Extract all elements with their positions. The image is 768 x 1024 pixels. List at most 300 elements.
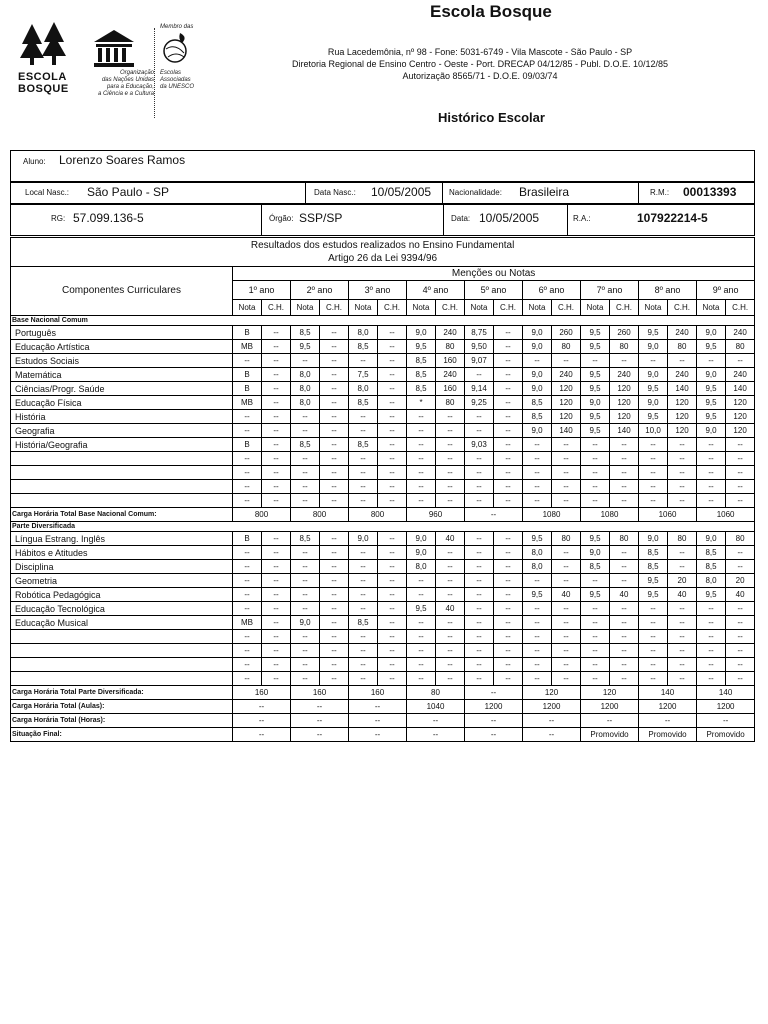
grade-cell: -- <box>726 658 755 672</box>
grade-cell: B <box>233 368 262 382</box>
grade-cell: -- <box>552 452 581 466</box>
subject-name: História/Geografia <box>11 438 233 452</box>
grade-cell: -- <box>233 658 262 672</box>
grade-cell: 40 <box>552 588 581 602</box>
grade-cell: -- <box>378 630 407 644</box>
grade-cell: -- <box>494 326 523 340</box>
grade-cell: -- <box>262 494 291 508</box>
grade-cell: -- <box>552 560 581 574</box>
grade-cell: -- <box>639 616 668 630</box>
grade-cell: -- <box>320 658 349 672</box>
grade-cell: 20 <box>668 574 697 588</box>
table-row <box>11 644 755 658</box>
grade-cell: 8,5 <box>349 438 378 452</box>
grade-cell: 9,0 <box>697 368 726 382</box>
grade-cell: -- <box>668 354 697 368</box>
grade-cell: -- <box>233 630 262 644</box>
grade-cell: -- <box>610 644 639 658</box>
grade-cell: -- <box>233 494 262 508</box>
grade-cell: 9,0 <box>639 532 668 546</box>
grade-cell: 120 <box>610 382 639 396</box>
grade-cell: -- <box>639 658 668 672</box>
grade-cell: -- <box>639 672 668 686</box>
div-total-row <box>11 686 755 700</box>
grade-cell: -- <box>349 588 378 602</box>
grade-cell: -- <box>697 658 726 672</box>
grade-cell: -- <box>320 574 349 588</box>
grade-cell: 140 <box>668 382 697 396</box>
grade-cell: 120 <box>668 396 697 410</box>
grades-table <box>10 237 755 742</box>
grade-cell: -- <box>523 574 552 588</box>
grade-cell: -- <box>668 452 697 466</box>
grade-cell: -- <box>378 560 407 574</box>
temple-icon <box>94 30 134 68</box>
subject-name: Disciplina <box>11 560 233 574</box>
horas-total-cell: -- <box>523 714 581 728</box>
grade-cell: 9,0 <box>639 340 668 354</box>
grade-cell: 9,5 <box>291 340 320 354</box>
grade-cell: -- <box>378 438 407 452</box>
grade-cell: -- <box>349 560 378 574</box>
grade-cell: -- <box>320 466 349 480</box>
year-header: 9º ano <box>697 281 755 300</box>
grade-cell: -- <box>349 424 378 438</box>
grade-cell: -- <box>668 438 697 452</box>
grade-cell: 9,14 <box>465 382 494 396</box>
grade-cell: -- <box>407 424 436 438</box>
grade-cell: -- <box>291 630 320 644</box>
grade-cell: -- <box>552 602 581 616</box>
grade-cell: 9,5 <box>581 340 610 354</box>
base-total-label: Carga Horária Total Base Nacional Comum: <box>11 508 233 522</box>
grade-cell: 240 <box>436 326 465 340</box>
grade-cell: -- <box>320 494 349 508</box>
grade-cell: -- <box>378 340 407 354</box>
grade-cell: -- <box>320 480 349 494</box>
grade-cell: -- <box>610 466 639 480</box>
grade-cell: -- <box>233 466 262 480</box>
ch-header: C.H. <box>378 300 407 316</box>
student-name-box <box>10 150 755 182</box>
table-title <box>11 238 755 267</box>
div-total-cell: 140 <box>639 686 697 700</box>
grade-cell: -- <box>581 452 610 466</box>
logo-line1: ESCOLA <box>18 71 67 83</box>
grade-cell: -- <box>291 644 320 658</box>
grade-cell: -- <box>639 644 668 658</box>
grade-cell: 8,5 <box>407 354 436 368</box>
vertical-divider <box>154 28 155 118</box>
grade-cell: -- <box>436 560 465 574</box>
grade-cell: 9,0 <box>523 340 552 354</box>
grade-cell: 9,0 <box>349 532 378 546</box>
grade-cell: -- <box>465 574 494 588</box>
grade-cell: -- <box>465 368 494 382</box>
grade-cell: 7,5 <box>349 368 378 382</box>
grade-cell: -- <box>726 438 755 452</box>
grade-cell: -- <box>233 424 262 438</box>
grade-cell: 80 <box>726 532 755 546</box>
grade-cell: -- <box>581 466 610 480</box>
grade-cell: -- <box>233 546 262 560</box>
grade-cell: -- <box>233 452 262 466</box>
grade-cell: -- <box>291 424 320 438</box>
grade-cell: -- <box>262 574 291 588</box>
grade-cell: -- <box>291 354 320 368</box>
grade-cell: -- <box>407 630 436 644</box>
grade-cell: -- <box>262 602 291 616</box>
grade-cell: -- <box>494 532 523 546</box>
grade-cell: 8,5 <box>697 546 726 560</box>
div-total-cell: 160 <box>233 686 291 700</box>
grade-cell: -- <box>610 574 639 588</box>
grade-cell: -- <box>378 546 407 560</box>
grade-cell: -- <box>494 672 523 686</box>
grade-cell: -- <box>697 494 726 508</box>
grade-cell: 9,5 <box>581 424 610 438</box>
subject-name: Educação Física <box>11 396 233 410</box>
grade-cell: -- <box>697 466 726 480</box>
grade-cell: -- <box>320 340 349 354</box>
grade-cell: -- <box>320 546 349 560</box>
grade-cell: -- <box>378 326 407 340</box>
grade-cell: 9,5 <box>697 588 726 602</box>
grade-cell: -- <box>494 452 523 466</box>
address-line-2: Diretoria Regional de Ensino Centro - Oeste - Port. DRECAP 04/12/85 - Publ. D.O.E. 10/12/85 <box>291 59 669 69</box>
grade-cell: 9,5 <box>697 396 726 410</box>
grade-cell: -- <box>320 560 349 574</box>
situacao-final-cell: -- <box>291 728 349 742</box>
grade-cell: -- <box>320 410 349 424</box>
subject-name <box>11 644 233 658</box>
situacao-final-cell: -- <box>523 728 581 742</box>
year-header: 5º ano <box>465 281 523 300</box>
grade-cell: 80 <box>726 340 755 354</box>
grade-cell: -- <box>320 438 349 452</box>
grade-cell: 9,5 <box>697 410 726 424</box>
grade-cell: -- <box>262 410 291 424</box>
grade-cell: -- <box>262 532 291 546</box>
grade-cell: -- <box>668 494 697 508</box>
subject-name <box>11 672 233 686</box>
grade-cell: -- <box>262 644 291 658</box>
horas-total-cell: -- <box>697 714 755 728</box>
base-total-cell: 1060 <box>639 508 697 522</box>
table-row <box>11 574 755 588</box>
grade-cell: -- <box>581 438 610 452</box>
ch-header: C.H. <box>320 300 349 316</box>
grade-cell: -- <box>494 494 523 508</box>
grade-cell: 9,5 <box>407 602 436 616</box>
grade-cell: -- <box>552 494 581 508</box>
subject-name <box>11 658 233 672</box>
grade-cell: 160 <box>436 354 465 368</box>
subject-name: Hábitos e Atitudes <box>11 546 233 560</box>
grade-cell: -- <box>262 658 291 672</box>
grade-cell: -- <box>726 354 755 368</box>
grade-cell: -- <box>697 480 726 494</box>
situacao-final-cell: Promovido <box>697 728 755 742</box>
situacao-final-cell: -- <box>233 728 291 742</box>
subject-name: Educação Tecnológica <box>11 602 233 616</box>
grade-cell: MB <box>233 396 262 410</box>
subject-name: Robótica Pedagógica <box>11 588 233 602</box>
trees-icon <box>18 22 74 66</box>
situacao-final-label: Situação Final: <box>11 728 233 742</box>
table-row <box>11 546 755 560</box>
grade-cell: -- <box>523 466 552 480</box>
grade-cell: -- <box>407 410 436 424</box>
ch-header: C.H. <box>494 300 523 316</box>
grade-cell: -- <box>494 396 523 410</box>
grade-cell: -- <box>668 630 697 644</box>
grade-cell: 120 <box>552 410 581 424</box>
grade-cell: -- <box>378 672 407 686</box>
grade-cell: -- <box>697 644 726 658</box>
address-line-1: Rua Lacedemônia, nº 98 - Fone: 5031-6749 - Vila Mascote - São Paulo - SP <box>327 47 633 57</box>
grade-cell: -- <box>436 630 465 644</box>
grade-cell: -- <box>726 452 755 466</box>
aulas-total-cell: 1200 <box>523 700 581 714</box>
grade-cell: -- <box>494 630 523 644</box>
grade-cell: 80 <box>610 340 639 354</box>
grade-cell: -- <box>320 602 349 616</box>
grade-cell: -- <box>320 424 349 438</box>
grade-cell: -- <box>378 368 407 382</box>
section-base-title: Base Nacional Comum <box>11 316 755 326</box>
grade-cell: -- <box>639 602 668 616</box>
grade-cell: B <box>233 382 262 396</box>
situacao-final-cell: -- <box>349 728 407 742</box>
grade-cell: -- <box>320 588 349 602</box>
horas-total-cell: -- <box>291 714 349 728</box>
grade-cell: -- <box>233 602 262 616</box>
grade-cell: -- <box>610 560 639 574</box>
grade-cell: -- <box>378 396 407 410</box>
grade-cell: 120 <box>552 382 581 396</box>
grade-cell: -- <box>436 494 465 508</box>
grade-cell: 240 <box>552 368 581 382</box>
grade-cell: -- <box>552 480 581 494</box>
grade-cell: 80 <box>552 340 581 354</box>
grade-cell: -- <box>233 560 262 574</box>
situacao-final-cell: Promovido <box>581 728 639 742</box>
grade-cell: 9,5 <box>581 326 610 340</box>
grade-cell: -- <box>407 672 436 686</box>
grade-cell: -- <box>639 494 668 508</box>
nota-header: Nota <box>349 300 378 316</box>
grade-cell: -- <box>407 452 436 466</box>
grade-cell: -- <box>697 452 726 466</box>
horas-total-cell: -- <box>233 714 291 728</box>
grade-cell: -- <box>465 672 494 686</box>
grade-cell: 8,5 <box>639 560 668 574</box>
grade-cell: -- <box>320 326 349 340</box>
grade-cell: -- <box>552 466 581 480</box>
grade-cell: 9,03 <box>465 438 494 452</box>
grade-cell: -- <box>639 452 668 466</box>
grade-cell: -- <box>465 588 494 602</box>
grade-cell: 40 <box>436 602 465 616</box>
grade-cell: -- <box>378 410 407 424</box>
grade-cell: -- <box>407 480 436 494</box>
grade-cell: 8,0 <box>523 560 552 574</box>
grade-cell: -- <box>349 644 378 658</box>
grade-cell: -- <box>610 616 639 630</box>
grade-cell: 9,0 <box>407 532 436 546</box>
grade-cell: -- <box>436 466 465 480</box>
grade-cell: -- <box>291 452 320 466</box>
aulas-total-cell: 1200 <box>581 700 639 714</box>
nacionalidade-label: Nacionalidade: <box>449 188 502 197</box>
grade-cell: -- <box>610 658 639 672</box>
subject-name: Educação Musical <box>11 616 233 630</box>
grade-cell: 8,0 <box>697 574 726 588</box>
grade-cell: 9,5 <box>523 532 552 546</box>
grade-cell: -- <box>610 672 639 686</box>
aulas-total-cell: 1200 <box>465 700 523 714</box>
grade-cell: -- <box>494 340 523 354</box>
rm-value: 00013393 <box>683 185 737 199</box>
grade-cell: * <box>407 396 436 410</box>
grade-cell: -- <box>697 672 726 686</box>
grade-cell: -- <box>436 588 465 602</box>
grade-cell: 9,5 <box>581 532 610 546</box>
grade-cell: 120 <box>552 396 581 410</box>
grade-cell: -- <box>465 602 494 616</box>
grade-cell: -- <box>639 466 668 480</box>
grade-cell: -- <box>552 616 581 630</box>
subject-name <box>11 494 233 508</box>
grade-cell: -- <box>494 382 523 396</box>
grade-cell: -- <box>465 560 494 574</box>
grade-cell: -- <box>610 494 639 508</box>
grade-cell: -- <box>407 644 436 658</box>
data-nasc-label: Data Nasc.: <box>314 188 356 197</box>
grade-cell: 8,0 <box>523 546 552 560</box>
grade-cell: -- <box>436 546 465 560</box>
grade-cell: 9,0 <box>407 546 436 560</box>
grade-cell: -- <box>552 546 581 560</box>
horas-total-cell: -- <box>465 714 523 728</box>
grade-cell: -- <box>349 546 378 560</box>
grade-cell: -- <box>407 438 436 452</box>
grade-cell: 9,0 <box>581 546 610 560</box>
section-div-row <box>11 522 755 532</box>
grade-cell: 8,0 <box>291 382 320 396</box>
grade-cell: 8,5 <box>291 532 320 546</box>
grade-cell: -- <box>523 630 552 644</box>
grade-cell: -- <box>494 560 523 574</box>
grade-cell: -- <box>233 644 262 658</box>
grade-cell: -- <box>581 574 610 588</box>
grade-cell: -- <box>320 354 349 368</box>
grade-cell: -- <box>465 630 494 644</box>
year-header: 4º ano <box>407 281 465 300</box>
grade-cell: -- <box>523 354 552 368</box>
grade-cell: -- <box>262 630 291 644</box>
subject-name: História <box>11 410 233 424</box>
grade-cell: -- <box>436 574 465 588</box>
grade-cell: -- <box>639 630 668 644</box>
grade-cell: B <box>233 532 262 546</box>
grade-cell: MB <box>233 616 262 630</box>
grade-cell: -- <box>262 396 291 410</box>
table-row <box>11 616 755 630</box>
base-total-cell: 800 <box>291 508 349 522</box>
grade-cell: 240 <box>726 368 755 382</box>
grade-cell: -- <box>436 410 465 424</box>
grade-cell: -- <box>494 574 523 588</box>
grade-cell: -- <box>581 354 610 368</box>
grade-cell: -- <box>262 368 291 382</box>
grade-cell: 20 <box>726 574 755 588</box>
grade-cell: 8,5 <box>523 396 552 410</box>
grade-cell: -- <box>726 630 755 644</box>
grade-cell: 80 <box>668 340 697 354</box>
data-nasc-value: 10/05/2005 <box>371 185 432 199</box>
grade-cell: 8,0 <box>349 382 378 396</box>
grade-cell: 8,5 <box>349 616 378 630</box>
grade-cell: -- <box>262 340 291 354</box>
grade-cell: 9,5 <box>581 410 610 424</box>
escola-bosque-logo <box>18 22 74 94</box>
horas-total-row <box>11 714 755 728</box>
grade-cell: -- <box>262 452 291 466</box>
grade-cell: MB <box>233 340 262 354</box>
grade-cell: -- <box>291 410 320 424</box>
base-total-cell: 960 <box>407 508 465 522</box>
grade-cell: -- <box>407 616 436 630</box>
grade-cell: -- <box>407 658 436 672</box>
data-label: Data: <box>451 214 471 223</box>
grade-cell: 9,5 <box>581 368 610 382</box>
grade-cell: -- <box>465 532 494 546</box>
table-title-line2: Artigo 26 da Lei 9394/96 <box>328 253 438 264</box>
nacionalidade-value: Brasileira <box>519 185 570 199</box>
grade-cell: -- <box>407 494 436 508</box>
grade-cell: 8,5 <box>407 382 436 396</box>
nota-header: Nota <box>523 300 552 316</box>
table-row <box>11 532 755 546</box>
unesco-logo <box>94 30 154 100</box>
grade-cell: 9,0 <box>523 424 552 438</box>
grade-cell: -- <box>291 466 320 480</box>
grade-cell: 9,0 <box>697 424 726 438</box>
grade-cell: -- <box>494 354 523 368</box>
table-row <box>11 340 755 354</box>
grade-cell: 9,0 <box>697 326 726 340</box>
grade-cell: -- <box>320 368 349 382</box>
base-total-cell: 1080 <box>581 508 639 522</box>
subject-name: Geometria <box>11 574 233 588</box>
grade-cell: -- <box>378 616 407 630</box>
unesco-member-logo: Membro das Escolas Associadas da UNESCO <box>160 24 195 90</box>
grade-cell: -- <box>262 354 291 368</box>
logo-line2: BOSQUE <box>18 83 69 95</box>
grade-cell: -- <box>291 480 320 494</box>
aulas-total-label: Carga Horária Total (Aulas): <box>11 700 233 714</box>
grade-cell: -- <box>378 532 407 546</box>
grade-cell: 40 <box>436 532 465 546</box>
grade-cell: -- <box>668 466 697 480</box>
grade-cell: -- <box>726 466 755 480</box>
grade-cell: -- <box>291 602 320 616</box>
grade-cell: 9,0 <box>523 368 552 382</box>
grade-cell: -- <box>262 466 291 480</box>
section-div-title: Parte Diversificada <box>11 522 755 532</box>
